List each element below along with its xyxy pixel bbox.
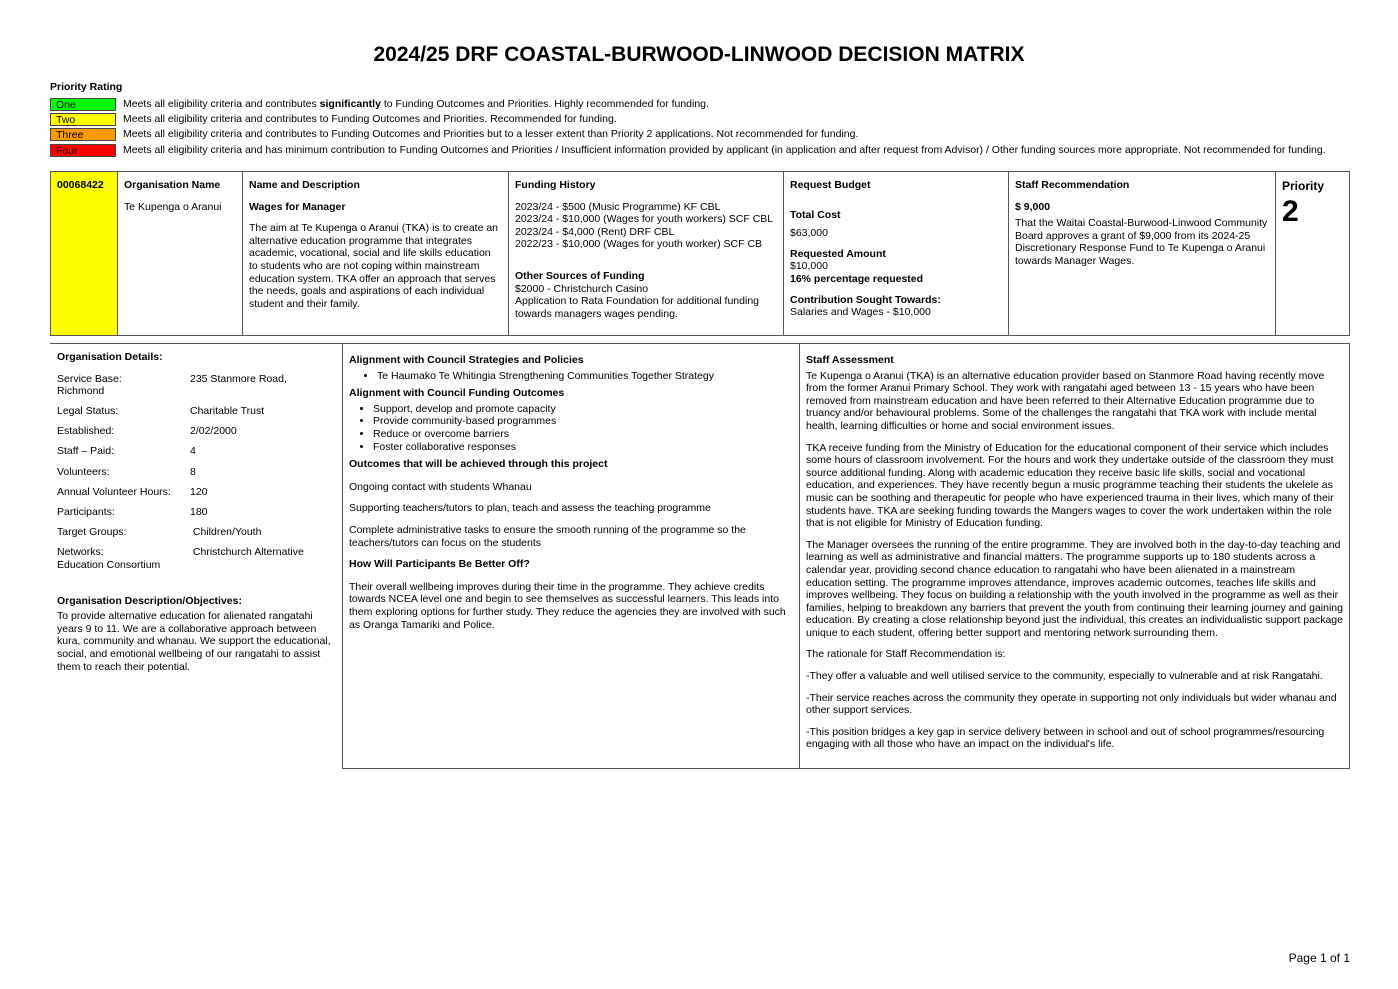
priority-swatch: Three <box>50 128 116 141</box>
project-description: The aim at Te Kupenga o Aranui (TKA) is to create an alternative education programme that integrates academic, vocational, social and life skills education to students who are not coping within mainstream education system. TKA offer an approach that serves the needs, goals and aspirations of each individual student and their family. <box>249 222 499 310</box>
staff-assessment-paragraph: Te Kupenga o Aranui (TKA) is an alternative education provider based on Stanmore Road having recently move from the former Aranui Primary School. They work with rangatahi aged between 13 - 15 years who have been removed from mainstream education and have been referred to their Alternative Education programme due to truancy and/or behavioural problems. Some of the challenges the rangatahi that TKA work with include mental health, learning difficulties or home and social environment issues. <box>806 369 1325 432</box>
funding-history-item: 2022/23 - $10,000 (Wages for youth worker) SCF CB <box>515 238 763 251</box>
priority-swatch: Four <box>50 144 116 157</box>
staff-assessment-paragraph: -This position bridges a key gap in service delivery between in school and out of school programmes/resourcing engaging with all those who have an impact on the individual's life. <box>806 725 1325 751</box>
other-source-item: Application to Rata Foundation for additional funding towards managers wages pending. <box>515 295 760 320</box>
org-detail-row <box>57 466 334 479</box>
name-description-header: Name and Description <box>249 179 360 191</box>
organisation-description-heading: Organisation Description/Objectives: <box>57 594 242 607</box>
page-number: Page 1 of 1 <box>1288 951 1350 965</box>
staff-assessment-paragraph: -They offer a valuable and well utilised service to the community, especially to vulnerable and at risk Rangatahi. <box>806 670 1323 683</box>
org-detail-value: 8 <box>190 465 196 478</box>
strategy-item: • Te Haumako Te Whitingia Strengthening Communities Together Strategy <box>377 370 793 383</box>
organisation-details-heading: Organisation Details: <box>57 351 163 363</box>
priority-rating-row <box>50 112 617 126</box>
staff-assessment-paragraph: -Their service reaches across the community they operate in supporting not only individuals but wider whanau and other support services. <box>806 691 1337 717</box>
org-detail-row <box>57 506 334 519</box>
funding-history-item: 2023/24 - $4,000 (Rent) DRF CBL <box>515 225 675 238</box>
priority-description: Meets all eligibility criteria and contributes to Funding Outcomes and Priorities. Recommended for funding. <box>123 112 617 125</box>
priority-rating-row <box>50 127 858 141</box>
achieved-outcomes-heading: Outcomes that will be achieved through this project <box>349 458 608 471</box>
outcome-item: • Support, develop and promote capacity <box>373 403 793 416</box>
org-detail-value: Charitable Trust <box>190 405 265 418</box>
organisation-description: To provide alternative education for alienated rangatahi years 9 to 11. We are a collaborative approach between kura, community and whanau. We support the educational, social, and emotional wellbeing of our rangatahi to assist them to reach their potential. <box>57 610 331 673</box>
org-detail-label: Established: <box>57 425 115 438</box>
org-detail-row <box>57 486 334 499</box>
achieved-item: Complete administrative tasks to ensure the smooth running of the programme so the teachers/tutors can focus on the students <box>349 523 746 549</box>
funding-history-item: 2023/24 - $10,000 (Wages for youth workers) SCF CBL <box>515 213 774 226</box>
name-description-column <box>243 172 509 335</box>
organisation-name-header: Organisation Name <box>124 179 221 191</box>
contribution-value: Salaries and Wages - $10,000 <box>790 306 931 319</box>
staff-assessment-paragraph: The Manager oversees the running of the entire programme. They are involved both in the day-to-day teaching and learning as well as administrative and financial matters. The programme supports up to 180 students across a calendar year, providing second chance education to rangatahi who have been alienated in a mainstream education setting. The programme improves attendance, improves academic outcomes, teaches life skills and improves wellbeing. They focus on building a relationship with the youth involved in the programme as well as their families, helping to breakdown any barriers that prevent the youth from continuing their learning journey and gaining education. By creating a close relationship beyond just the individual, this creates an individualistic support package unique to each student, offering better support and mentoring network surrounding them. <box>806 538 1343 639</box>
priority-description: Meets all eligibility criteria and contributes significantly to Funding Outcomes and Priorities. Highly recommended for funding. <box>123 97 709 110</box>
priority-header: Priority <box>1282 179 1325 193</box>
contribution-label: Contribution Sought Towards: <box>790 293 941 306</box>
staff-assessment-paragraph: TKA receive funding from the Ministry of Education for the educational component of their service which includes some hours of classroom involvement. For the hours and work they undertake outside of the classroom they must source additional funding. Along with academic education they receive basic life skills, social and vocational education, and experiences. They have recently begun a music programme teaching their students the ukelele as music can be soothing and therapeutic for people who have experienced trauma in their lives, which many of their students have. TKA are seeking funding towards the Mangers wages to cover the work undertaken within the role that is not eligible for Ministry of Education funding. <box>806 441 1334 530</box>
priority-rating-heading: Priority Rating <box>50 81 123 93</box>
service-base-label: Service Base: <box>57 372 122 385</box>
priority-swatch: Two <box>50 113 116 126</box>
org-detail-row <box>57 526 334 539</box>
staff-assessment-column <box>800 344 1349 768</box>
networks-value: Christchurch Alternative <box>190 545 304 558</box>
service-base-suburb: Richmond <box>57 385 105 398</box>
organisation-name: Te Kupenga o Aranui <box>124 200 222 213</box>
alignment-column <box>343 344 800 768</box>
requested-amount-value: $10,000 <box>790 260 828 273</box>
organisation-details <box>50 343 341 681</box>
better-off-heading: How Will Participants Be Better Off? <box>349 558 530 571</box>
priority-column <box>1276 172 1349 335</box>
org-detail-value: 180 <box>190 505 208 518</box>
staff-recommendation-text: That the Waitai Coastal-Burwood-Linwood Community Board approves a grant of $9,000 from its 2024-25 Discretionary Response Fund to Te Kupenga o Aranui towards Manager Wages. <box>1015 217 1268 267</box>
decision-matrix-row <box>50 171 1350 336</box>
org-detail-label: Participants: <box>57 505 115 518</box>
priority-swatch: One <box>50 98 116 111</box>
priority-rating-row <box>50 143 1326 157</box>
organisation-column <box>118 172 243 335</box>
org-detail-row <box>57 405 334 418</box>
other-sources-header: Other Sources of Funding <box>515 269 645 282</box>
achieved-item: Ongoing contact with students Whanau <box>349 480 532 493</box>
staff-assessment-paragraph: The rationale for Staff Recommendation is: <box>806 648 1006 661</box>
priority-rating-row <box>50 97 709 111</box>
org-detail-value: Children/Youth <box>190 525 262 538</box>
org-detail-label: Staff – Paid: <box>57 445 115 458</box>
priority-description: Meets all eligibility criteria and has minimum contribution to Funding Outcomes and Priorities / Insufficient information provided by applicant (in application and after request from Advisor) / Other funding sources more appropriate. Not recommended for funding. <box>123 143 1326 156</box>
application-id: 00068422 <box>51 172 118 335</box>
better-off-text: Their overall wellbeing improves during their time in the programme. They achieve credits towards NCEA level one and begin to see themselves as successful learners. This leads into them exploring options for further study. They reduce the agencies they are involved with such as Oranga Tamariki and Police. <box>349 580 786 631</box>
achieved-item: Supporting teachers/tutors to plan, teach and assess the teaching programme <box>349 502 711 515</box>
staff-recommendation-amount: $ 9,000 <box>1015 200 1051 213</box>
org-detail-value: 120 <box>190 485 208 498</box>
org-detail-label: Target Groups: <box>57 525 127 538</box>
staff-recommendation-header: Staff Recommendation <box>1015 179 1130 191</box>
request-budget-header: Request Budget <box>790 179 871 191</box>
assessment-box <box>342 343 1350 769</box>
service-base-value: 235 Stanmore Road, <box>190 372 287 385</box>
staff-recommendation-column <box>1009 172 1276 335</box>
requested-amount-label: Requested Amount <box>790 247 886 260</box>
org-detail-value: 4 <box>190 445 196 458</box>
percentage-requested: 16% percentage requested <box>790 272 924 285</box>
funding-history-column <box>509 172 784 335</box>
other-source-item: $2000 - Christchurch Casino <box>515 282 649 295</box>
networks-row <box>57 546 334 571</box>
funding-history-header: Funding History <box>515 179 596 191</box>
networks-value-cont: Education Consortium <box>57 558 161 571</box>
funding-history-item: 2023/24 - $500 (Music Programme) KF CBL <box>515 200 721 213</box>
outcome-item: • Reduce or overcome barriers <box>373 428 793 441</box>
funding-outcomes-heading: Alignment with Council Funding Outcomes <box>349 387 565 400</box>
priority-description: Meets all eligibility criteria and contributes to Funding Outcomes and Priorities but to a lesser extent than Priority 2 applications. Not recommended for funding. <box>123 127 859 140</box>
org-detail-row <box>57 445 334 458</box>
project-name: Wages for Manager <box>249 200 346 213</box>
org-detail-value: 2/02/2000 <box>190 425 237 438</box>
request-budget-column <box>784 172 1009 335</box>
total-cost-label: Total Cost <box>790 208 841 221</box>
org-detail-label: Volunteers: <box>57 465 110 478</box>
networks-label: Networks: <box>57 545 104 558</box>
strategies-heading: Alignment with Council Strategies and Policies <box>349 354 584 366</box>
outcome-item: • Foster collaborative responses <box>373 441 793 454</box>
priority-value: 2 <box>1282 195 1299 229</box>
staff-assessment-heading: Staff Assessment <box>806 354 894 366</box>
org-detail-label: Annual Volunteer Hours: <box>57 485 171 498</box>
total-cost-value: $63,000 <box>790 227 828 240</box>
page-title: 2024/25 DRF COASTAL-BURWOOD-LINWOOD DECISION MATRIX <box>373 43 1025 66</box>
outcome-item: • Provide community-based programmes <box>373 415 793 428</box>
service-base-row <box>57 373 334 398</box>
org-detail-label: Legal Status: <box>57 405 119 418</box>
org-detail-row <box>57 425 334 438</box>
